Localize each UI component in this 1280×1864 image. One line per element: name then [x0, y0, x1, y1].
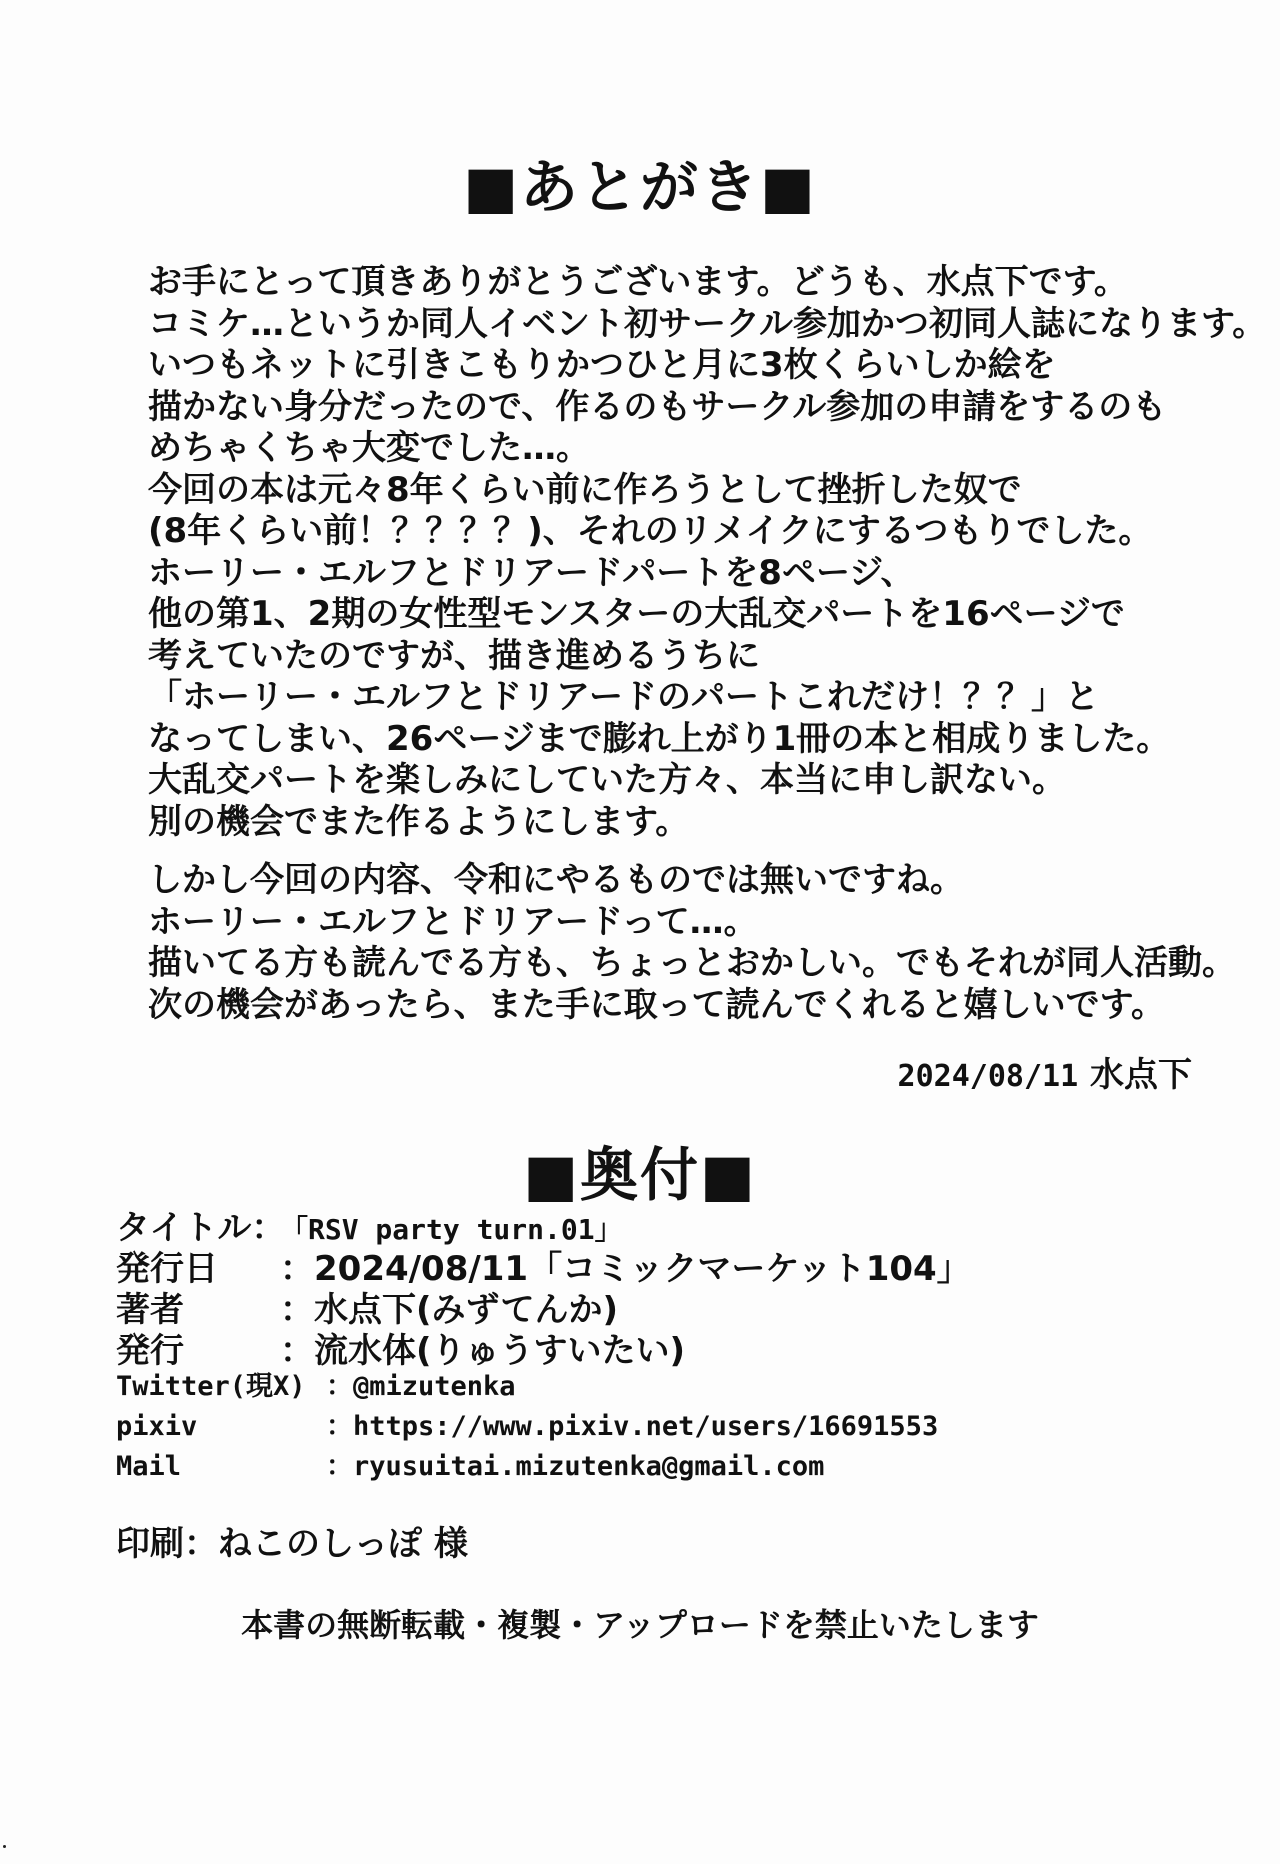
text-line: お手にとって頂きありがとうございます。どうも、水点下です。 — [148, 262, 1128, 302]
pixiv-value: ：https://www.pixiv.net/users/16691553 — [326, 1411, 939, 1442]
text-line: コミケ…というか同人イベント初サークル参加かつ初同人誌になります。 — [148, 303, 1267, 344]
text-line: なってしまい、26ページまで膨れ上がり1冊の本と相成りました。 — [148, 718, 1171, 759]
text-line: 次の機会があったら、また手に取って読んでくれると嬉しいです。 — [148, 984, 1165, 1025]
title-label: タイトル： — [116, 1208, 286, 1248]
afterword-paragraph-2 — [148, 860, 1236, 1026]
date-label: 発行日 — [116, 1249, 218, 1289]
text-line: 他の第1、2期の女性型モンスターの大乱交パートを16ページで — [148, 594, 1125, 634]
text-line: 「ホーリー・エルフとドリアードのパートこれだけ！？？」と — [148, 677, 1099, 717]
author-label: 著者 — [116, 1290, 184, 1330]
colophon-row-publisher — [116, 1323, 1216, 1371]
text-line: しかし今回の内容、令和にやるものでは無いですね。 — [148, 860, 964, 900]
date-value: ：2024/08/11「コミックマーケット104」 — [280, 1249, 971, 1289]
signature — [898, 1055, 1192, 1097]
afterword-heading: ■あとがき■ — [463, 153, 817, 221]
text-line: (8年くらい前！？？？？)、それのリメイクにするつもりでした。 — [148, 511, 1153, 551]
text-line: いつもネットに引きこもりかつひと月に3枚くらいしか絵を — [148, 345, 1056, 385]
text-line: 描いてる方も読んでる方も、ちょっとおかしい。でもそれが同人活動。 — [148, 943, 1236, 983]
publisher-value: ：流水体(りゅうすいたい) — [280, 1331, 686, 1371]
colophon-heading: ■奥付■ — [523, 1141, 757, 1209]
colophon-row-title — [116, 1200, 1216, 1248]
text-line: めちゃくちゃ大変でした…。 — [148, 428, 590, 468]
title-value: 「RSV party turn.01」 — [280, 1213, 623, 1246]
text-line: 描かない身分だったので、作るのもサークル参加の申請をするのも — [148, 386, 1167, 427]
colophon-row-date — [116, 1241, 1216, 1289]
afterword-paragraph-1 — [148, 262, 1267, 843]
text-line: 考えていたのですが、描き進めるうちに — [148, 635, 760, 676]
signature-date: 2024/08/11 — [897, 1059, 1079, 1094]
twitter-value: ：@mizutenka — [326, 1371, 516, 1402]
signature-name: 水点下 — [1090, 1055, 1192, 1095]
twitter-label: Twitter(現X) — [116, 1371, 306, 1402]
mail-label: Mail — [116, 1451, 182, 1482]
colophon-row-mail — [116, 1444, 1216, 1484]
text-line: 大乱交パートを楽しみにしていた方々、本当に申し訳ない。 — [148, 760, 1066, 800]
text-line: 今回の本は元々8年くらい前に作ろうとして挫折した奴で — [148, 469, 1022, 510]
scan-speck — [3, 1845, 6, 1848]
text-line: ホーリー・エルフとドリアードパートを8ページ、 — [148, 552, 915, 593]
author-value: ：水点下(みずてんか) — [280, 1290, 619, 1330]
pixiv-label: pixiv — [116, 1411, 198, 1442]
copyright-notice: 本書の無断転載・複製・アップロードを禁止いたします — [241, 1606, 1039, 1644]
colophon-row-pixiv — [116, 1404, 1216, 1444]
publisher-label: 発行 — [116, 1331, 184, 1371]
colophon-table — [116, 1200, 1216, 1484]
text-line: ホーリー・エルフとドリアードって…。 — [148, 901, 758, 942]
mail-value: ：ryusuitai.mizutenka@gmail.com — [326, 1451, 825, 1482]
printer-credit: 印刷：ねこのしっぽ 様 — [116, 1524, 468, 1564]
text-line: 別の機会でまた作るようにします。 — [148, 801, 690, 842]
